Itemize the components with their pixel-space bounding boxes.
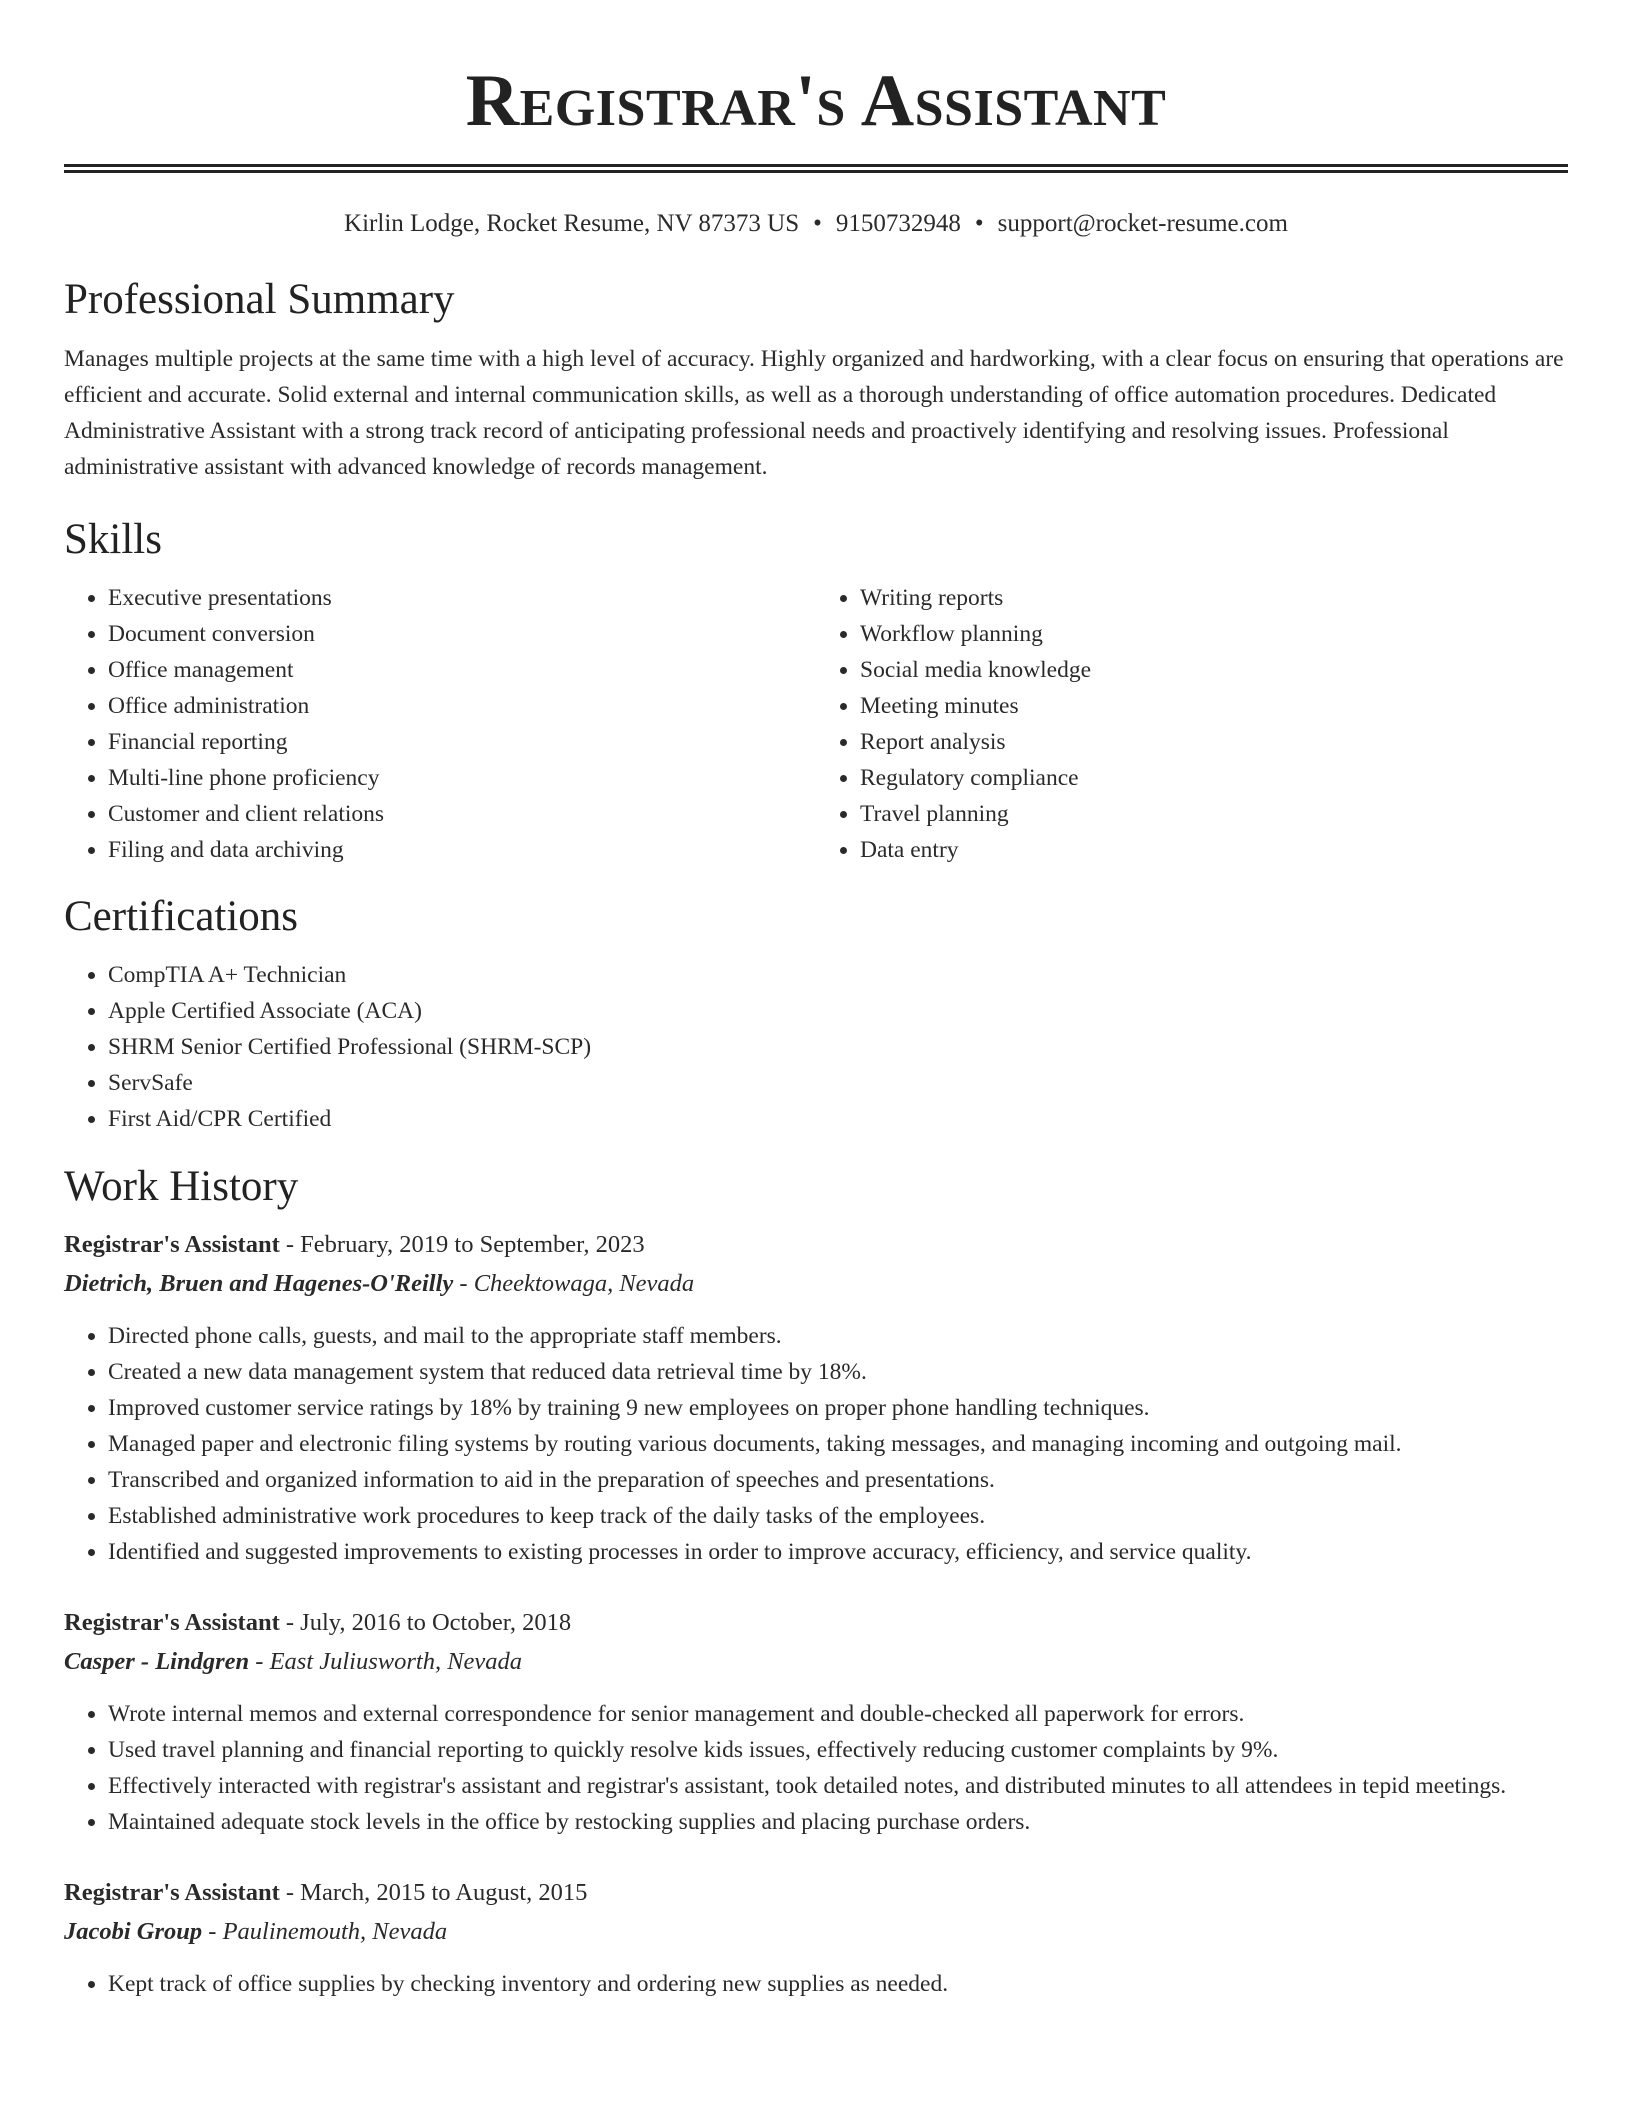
skill-item: • Financial reporting — [108, 724, 816, 760]
job-company: Dietrich, Bruen and Hagenes-O'Reilly — [64, 1270, 454, 1297]
job-bullets — [64, 1318, 1568, 1570]
skill-item: • Meeting minutes — [860, 688, 1568, 724]
certification-item: • Apple Certified Associate (ACA) — [108, 993, 1568, 1029]
skill-item: • Document conversion — [108, 616, 816, 652]
job-bullet: • Effectively interacted with registrar's assistant and registrar's assistant, took detailed notes, and distributed minutes to all attendees in tepid meetings. — [108, 1768, 1568, 1804]
contact-phone: 9150732948 — [835, 210, 961, 237]
job-title: Registrar's Assistant — [64, 1609, 280, 1636]
work-history-heading: Work History — [64, 1163, 299, 1210]
job-bullet: • Identified and suggested improvements to existing processes in order to improve accuracy, efficiency, and service quality. — [108, 1534, 1568, 1570]
job-title: Registrar's Assistant — [64, 1231, 280, 1258]
job-company-line: Jacobi Group - Paulinemouth, Nevada — [64, 1918, 448, 1945]
contact-line — [64, 206, 1568, 242]
job-dates: March, 2015 to August, 2015 — [300, 1879, 588, 1906]
job-bullet: • Established administrative work procedures to keep track of the daily tasks of the employees. — [108, 1498, 1568, 1534]
skill-item: • Writing reports — [860, 580, 1568, 616]
skill-item: • Executive presentations — [108, 580, 816, 616]
skills-list — [64, 580, 1568, 868]
job-entry — [64, 1226, 1568, 1570]
certification-item: • CompTIA A+ Technician — [108, 957, 1568, 993]
summary-heading: Professional Summary — [64, 276, 455, 323]
job-title-line: Registrar's Assistant - July, 2016 to October, 2018 — [64, 1609, 572, 1636]
skill-item: • Regulatory compliance — [860, 760, 1568, 796]
summary-text: Manages multiple projects at the same time with a high level of accuracy. Highly organized and hardworking, with a clear focus on ensuring that operations are efficient and accurate. Solid external and internal communication skills, as well as a thorough understanding of office automation procedures. Dedicated Administrative Assistant with a strong track record of anticipating professional needs and proactively identifying and resolving issues. Professional administrative assistant with advanced knowledge of records management. — [64, 346, 1564, 480]
job-title-line: Registrar's Assistant - March, 2015 to August, 2015 — [64, 1879, 588, 1906]
certification-item: • SHRM Senior Certified Professional (SHRM-SCP) — [108, 1029, 1568, 1065]
job-bullet: • Wrote internal memos and external correspondence for senior management and double-checked all paperwork for errors. — [108, 1696, 1568, 1732]
contact-email: support@rocket-resume.com — [997, 210, 1288, 237]
job-bullet: • Transcribed and organized information to aid in the preparation of speeches and presentations. — [108, 1462, 1568, 1498]
certifications-heading: Certifications — [64, 893, 299, 940]
skill-item: • Filing and data archiving — [108, 832, 816, 868]
certification-item: • ServSafe — [108, 1065, 1568, 1101]
skills-column-left — [64, 580, 816, 868]
job-location: East Juliusworth, Nevada — [269, 1648, 523, 1675]
job-dates: February, 2019 to September, 2023 — [300, 1231, 645, 1258]
job-bullet: • Used travel planning and financial reporting to quickly resolve kids issues, effectively reducing customer complaints by 9%. — [108, 1732, 1568, 1768]
skills-heading: Skills — [64, 516, 162, 563]
job-title: Registrar's Assistant — [64, 1879, 280, 1906]
skill-item: • Workflow planning — [860, 616, 1568, 652]
job-location: Paulinemouth, Nevada — [222, 1918, 448, 1945]
job-company-line: Dietrich, Bruen and Hagenes-O'Reilly - Cheektowaga, Nevada — [64, 1270, 695, 1297]
skill-item: • Travel planning — [860, 796, 1568, 832]
skill-item: • Office management — [108, 652, 816, 688]
job-title-line: Registrar's Assistant - February, 2019 to September, 2023 — [64, 1231, 645, 1258]
skill-item: • Report analysis — [860, 724, 1568, 760]
skill-item: • Office administration — [108, 688, 816, 724]
skill-item: • Multi-line phone proficiency — [108, 760, 816, 796]
job-bullets — [64, 1966, 1568, 2002]
skill-item: • Customer and client relations — [108, 796, 816, 832]
skill-item: • Data entry — [860, 832, 1568, 868]
job-company-line: Casper - Lindgren - East Juliusworth, Nevada — [64, 1648, 523, 1675]
job-bullet: • Kept track of office supplies by checking inventory and ordering new supplies as needed. — [108, 1966, 1568, 2002]
title-divider — [64, 164, 1568, 173]
resume-title: Registrar's Assistant — [465, 60, 1167, 142]
job-dates: July, 2016 to October, 2018 — [300, 1609, 572, 1636]
job-location: Cheektowaga, Nevada — [473, 1270, 695, 1297]
certifications-list — [64, 957, 1568, 1137]
certification-item: • First Aid/CPR Certified — [108, 1101, 1568, 1137]
job-company: Casper - Lindgren — [64, 1648, 250, 1675]
contact-address: Kirlin Lodge, Rocket Resume, NV 87373 US — [344, 210, 800, 237]
contact-separator: • — [813, 210, 822, 237]
job-bullet: • Maintained adequate stock levels in the office by restocking supplies and placing purchase orders. — [108, 1804, 1568, 1840]
job-company: Jacobi Group — [64, 1918, 203, 1945]
job-entry — [64, 1604, 1568, 1840]
job-bullet: • Created a new data management system that reduced data retrieval time by 18%. — [108, 1354, 1568, 1390]
job-entry — [64, 1874, 1568, 2002]
job-bullets — [64, 1696, 1568, 1840]
skill-item: • Social media knowledge — [860, 652, 1568, 688]
job-bullet: • Improved customer service ratings by 18% by training 9 new employees on proper phone handling techniques. — [108, 1390, 1568, 1426]
skills-column-right — [816, 580, 1568, 868]
job-bullet: • Managed paper and electronic filing systems by routing various documents, taking messages, and managing incoming and outgoing mail. — [108, 1426, 1568, 1462]
job-bullet: • Directed phone calls, guests, and mail to the appropriate staff members. — [108, 1318, 1568, 1354]
contact-separator: • — [974, 210, 984, 237]
